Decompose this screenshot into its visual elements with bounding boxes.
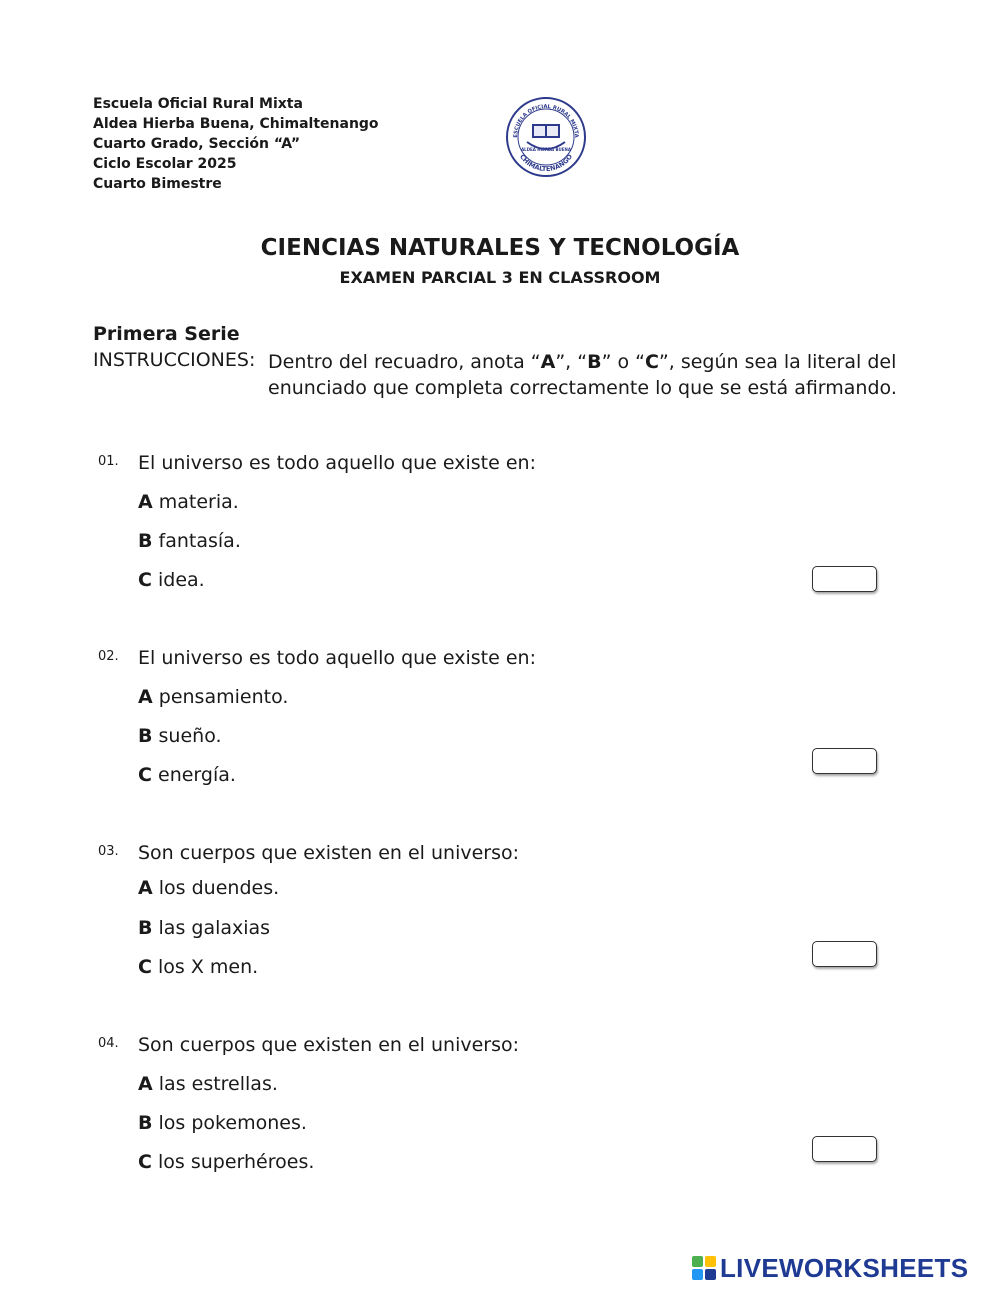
option-letter: B <box>138 917 153 939</box>
option-letter: B <box>138 530 153 552</box>
option-text: los superhéroes. <box>158 1151 315 1173</box>
school-location: Aldea Hierba Buena, Chimaltenango <box>93 116 379 132</box>
question-number: 02. <box>98 649 119 664</box>
option-a <box>138 1073 278 1095</box>
option-letter: B <box>138 1112 153 1134</box>
option-a <box>138 877 279 899</box>
option-letter: A <box>138 1073 153 1095</box>
option-letter: A <box>138 491 153 513</box>
option-letter: B <box>138 725 153 747</box>
exam-title: CIENCIAS NATURALES Y TECNOLOGÍA <box>260 235 740 261</box>
option-c <box>138 956 258 978</box>
question-number: 01. <box>98 454 119 469</box>
letter-b: B <box>587 351 602 373</box>
liveworksheets-wordmark: LIVEWORKSHEETS <box>720 1252 969 1283</box>
option-text: sueño. <box>158 725 222 747</box>
option-b <box>138 917 270 939</box>
letter-c: C <box>644 351 659 373</box>
bimester: Cuarto Bimestre <box>93 176 222 192</box>
option-a <box>138 491 239 513</box>
question-number: 03. <box>98 844 119 859</box>
option-letter: C <box>138 956 152 978</box>
grade-section: Cuarto Grado, Sección “A” <box>93 136 301 152</box>
school-seal-logo <box>505 96 587 178</box>
section-heading: Primera Serie <box>93 323 240 345</box>
question-text: Son cuerpos que existen en el universo: <box>138 842 520 864</box>
option-text: materia. <box>158 491 239 513</box>
answer-input-q3[interactable] <box>812 941 877 967</box>
option-text: fantasía. <box>158 530 241 552</box>
school-info <box>93 94 379 194</box>
liveworksheets-logo <box>692 1253 968 1283</box>
liveworksheets-icon <box>692 1256 716 1280</box>
option-text: pensamiento. <box>158 686 289 708</box>
question-text: Son cuerpos que existen en el universo: <box>138 1034 520 1056</box>
option-text: idea. <box>158 569 205 591</box>
option-b <box>138 530 241 552</box>
instructions-sep: ” o “ <box>601 351 645 373</box>
school-year: Ciclo Escolar 2025 <box>93 156 237 172</box>
question-text: El universo es todo aquello que existe en: <box>138 647 536 669</box>
option-a <box>138 686 288 708</box>
answer-input-q2[interactable] <box>812 748 877 774</box>
option-text: las galaxias <box>158 917 271 939</box>
option-b <box>138 1112 307 1134</box>
instructions-part: Dentro del recuadro, anota “ <box>268 351 541 373</box>
instructions-part: ”, según sea la literal del enunciado que completa correctamente lo que se está afirmando. <box>268 351 897 399</box>
svg-text:ESCUELA OFICIAL RURAL MIXTA: ESCUELA OFICIAL RURAL MIXTA <box>512 103 580 138</box>
instructions-text <box>268 349 906 401</box>
option-c <box>138 1151 314 1173</box>
question-number: 04. <box>98 1036 119 1051</box>
option-letter: C <box>138 764 152 786</box>
instructions-sep: ”, “ <box>555 351 588 373</box>
option-letter: C <box>138 1151 152 1173</box>
option-letter: C <box>138 569 152 591</box>
option-c <box>138 569 205 591</box>
answer-input-q1[interactable] <box>812 566 877 592</box>
option-letter: A <box>138 686 153 708</box>
option-text: los pokemones. <box>158 1112 307 1134</box>
option-text: las estrellas. <box>158 1073 278 1095</box>
option-text: energía. <box>158 764 236 786</box>
exam-subtitle: EXAMEN PARCIAL 3 EN CLASSROOM <box>339 268 661 287</box>
instructions-label: INSTRUCCIONES: <box>93 349 256 371</box>
option-text: los duendes. <box>158 877 280 899</box>
school-name: Escuela Oficial Rural Mixta <box>93 96 303 112</box>
svg-text:ALDEA HIERBA BUENA: ALDEA HIERBA BUENA <box>521 147 571 152</box>
option-b <box>138 725 222 747</box>
option-c <box>138 764 236 786</box>
option-text: los X men. <box>158 956 259 978</box>
letter-a: A <box>540 351 556 373</box>
option-letter: A <box>138 877 153 899</box>
question-text: El universo es todo aquello que existe en: <box>138 452 536 474</box>
svg-text:CHIMALTENANGO: CHIMALTENANGO <box>517 152 575 174</box>
answer-input-q4[interactable] <box>812 1136 877 1162</box>
